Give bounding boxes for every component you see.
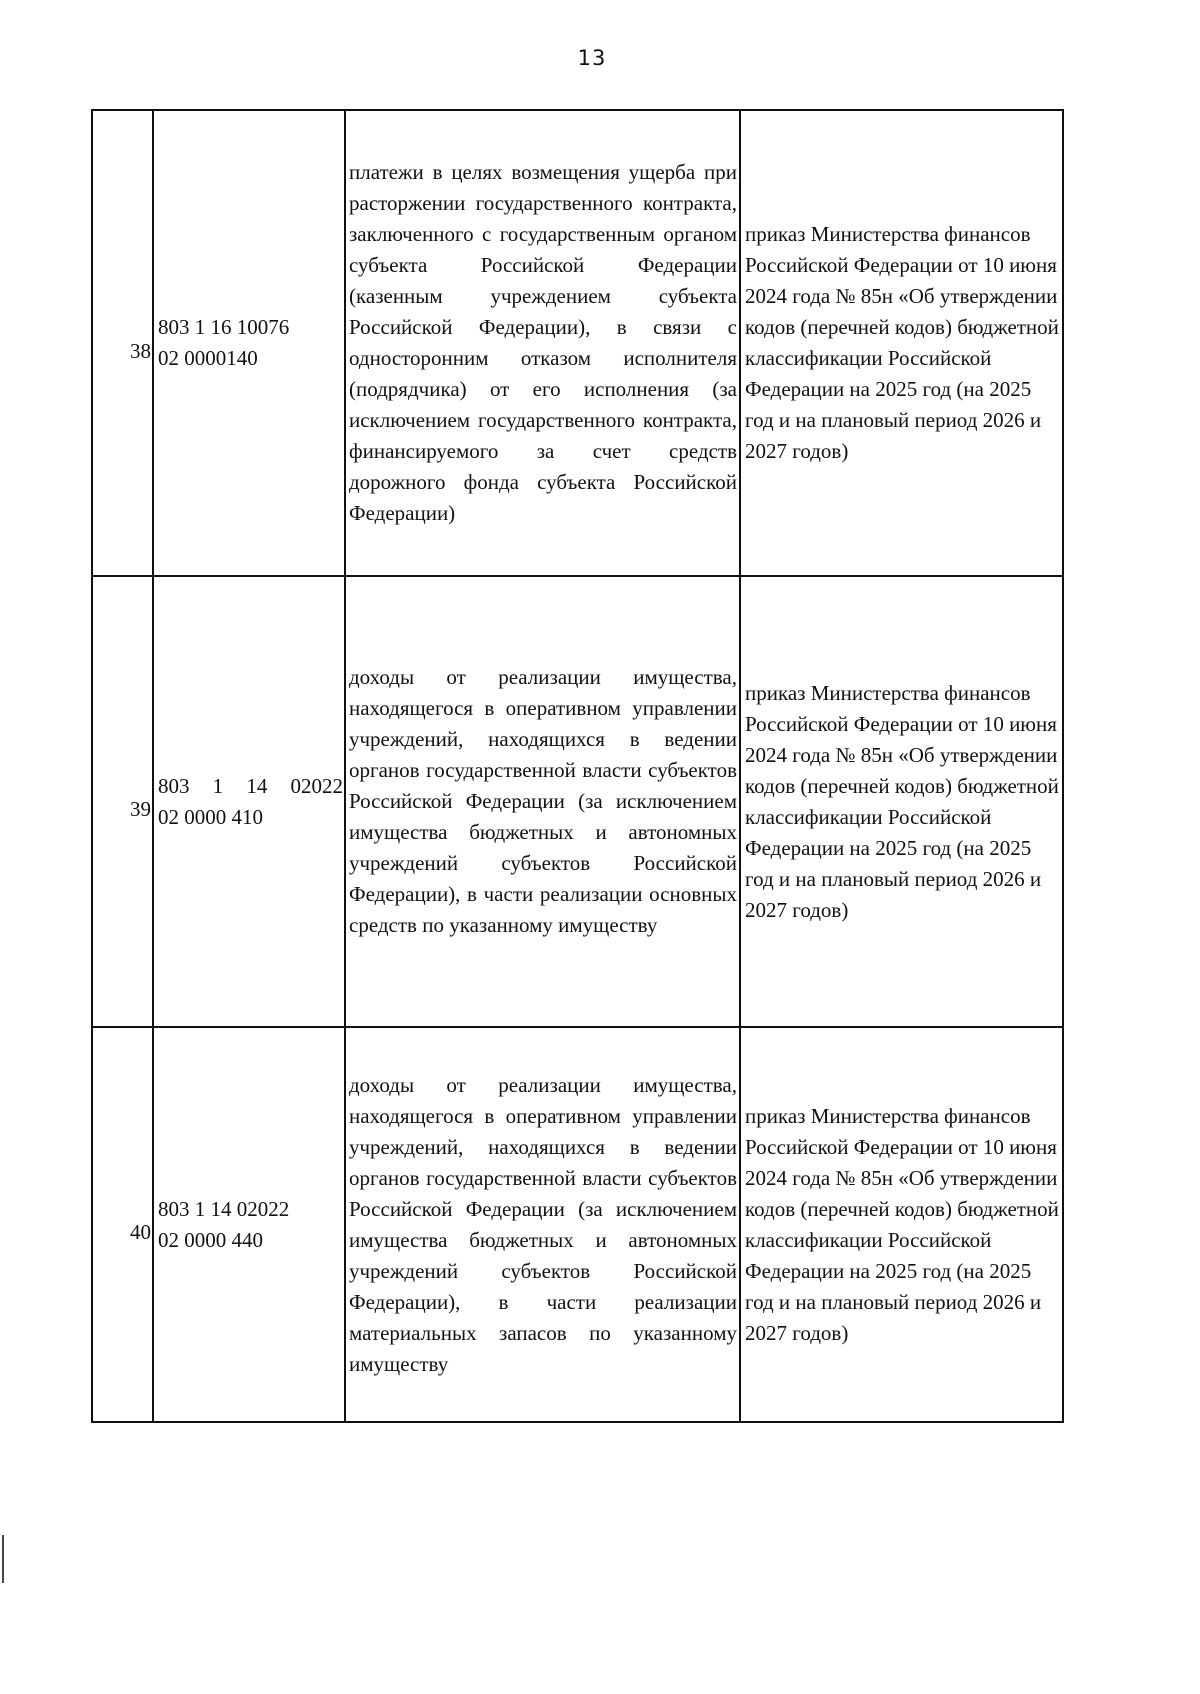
legal-basis-cell [740,1027,1063,1422]
row-number-cell [92,576,153,1027]
income-description-cell [345,110,740,576]
page-number: 13 [577,46,607,70]
budget-code-line2: 02 0000 440 [158,1227,263,1252]
income-description: доходы от реализации имущества, находящегося в оперативном управлении учреждений, находящихся в ведении органов государственной власти субъектов Российской Федерации (за исключением имущества бюджетных и автономных учреждений субъектов Российской Федерации), в части реализации основных средств по указанному имуществу [349,665,737,937]
budget-code-line2: 02 0000140 [158,346,258,370]
legal-basis-cell [740,110,1063,576]
budget-code-line1: 803 1 16 10076 [158,315,290,339]
legal-basis-cell [740,576,1063,1027]
legal-basis: приказ Министерства финансов Российской Федерации от 10 июня 2024 года № 85н «Об утверждении кодов (перечней кодов) бюджетной классификации Российской Федерации на 2025 год (на 2025 год и на плановый период 2026 и 2027 годов) [745,1103,1059,1345]
legal-basis: приказ Министерства финансов Российской Федерации от 10 июня 2024 года № 85н «Об утверждении кодов (перечней кодов) бюджетной классификации Российской Федерации на 2025 год (на 2025 год и на плановый период 2026 и 2027 годов) [745,222,1059,463]
income-description: платежи в целях возмещения ущерба при расторжении государственного контракта, заключенного с государственным органом субъекта Российской Федерации (казенным учреждением субъекта Российской Федерации), в связи с односторонним отказом исполнителя (подрядчика) от его исполнения (за исключением государственного контракта, финансируемого за счет средств дорожного фонда субъекта Российской Федерации) [349,160,737,525]
income-description-cell [345,576,740,1027]
row-number: 38 [130,338,151,363]
legal-basis: приказ Министерства финансов Российской Федерации от 10 июня 2024 года № 85н «Об утверждении кодов (перечней кодов) бюджетной классификации Российской Федерации на 2025 год (на 2025 год и на плановый период 2026 и 2027 годов) [745,680,1059,922]
budget-codes-table [91,109,1064,1423]
row-number: 39 [130,797,151,821]
budget-code-line1: 803 1 14 02022 [158,1196,290,1221]
budget-code-cell [153,110,345,576]
budget-code-cell [153,576,345,1027]
budget-code-cell [153,1027,345,1422]
row-number-cell [92,110,153,576]
budget-code-line2: 02 0000 410 [158,804,263,829]
table-row [92,110,1063,576]
table-row [92,576,1063,1027]
scan-edge-mark [2,1535,4,1583]
income-description: доходы от реализации имущества, находящегося в оперативном управлении учреждений, находящихся в ведении органов государственной власти субъектов Российской Федерации (за исключением имущества бюджетных и автономных учреждений субъектов Российской Федерации), в части реализации материальных запасов по указанному имуществу [349,1072,737,1376]
budget-code-line1: 803 1 14 02022 [158,773,343,798]
table-row [92,1027,1063,1422]
row-number-cell [92,1027,153,1422]
income-description-cell [345,1027,740,1422]
row-number: 40 [130,1220,151,1244]
